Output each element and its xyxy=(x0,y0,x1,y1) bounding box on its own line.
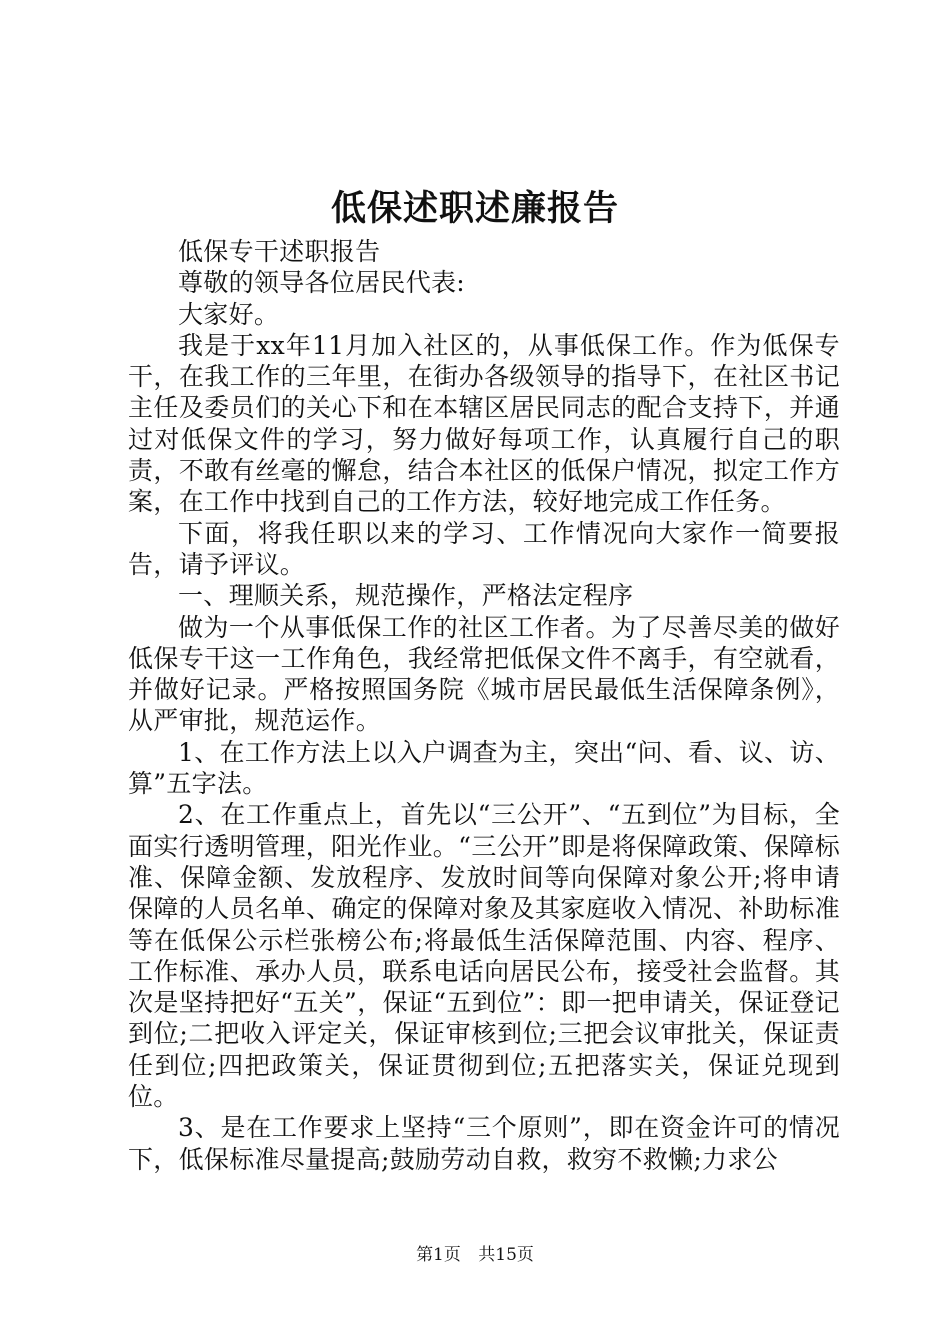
section-heading: 一、理顺关系，规范操作，严格法定程序 xyxy=(178,581,634,611)
page-footer xyxy=(0,1243,950,1267)
document-body xyxy=(128,236,840,1175)
document-paragraph: 我是于xx年11月加入社区的，从事低保工作。作为低保专干，在我工作的三年里，在街办各级领导的指导下，在社区书记主任及委员们的关心下和在本辖区居民同志的配合支持下，并通过对低保文件的学习，努力做好每项工作，认真履行自己的职责，不敢有丝毫的懈怠，结合本社区的低保户情况，拟定工作方案，在工作中找到自己的工作方法，较好地完成工作任务。 xyxy=(128,330,840,517)
document-paragraph: 下面，将我任职以来的学习、工作情况向大家作一简要报告，请予评议。 xyxy=(128,518,840,579)
document-paragraph: 尊敬的领导各位居民代表: xyxy=(178,268,466,298)
page-total: 共15页 xyxy=(478,1245,534,1265)
document-paragraph: 2、在工作重点上，首先以“三公开”、“五到位”为目标，全面实行透明管理，阳光作业。“三公开”即是将保障政策、保障标准、保障金额、发放程序、发放时间等向保障对象公开;将申请保障的人员名单、确定的保障对象及其家庭收入情况、补助标准等在低保公示栏张榜公布;将最低生活保障范围、内容、程序、工作标准、承办人员，联系电话向居民公布，接受社会监督。其次是坚持把好“五关”，保证“五到位”：即一把申请关，保证登记到位;二把收入评定关，保证审核到位;三把会议审批关，保证责任到位;四把政策关，保证贯彻到位;五把落实关，保证兑现到位。 xyxy=(128,800,840,1112)
document-paragraph: 大家好。 xyxy=(178,299,280,329)
document-paragraph: 1、在工作方法上以入户调查为主，突出“问、看、议、访、算”五字法。 xyxy=(128,737,840,799)
document-title: 低保述职述廉报告 xyxy=(330,189,619,229)
document-paragraph: 3、是在工作要求上坚持“三个原则”，即在资金许可的情况下，低保标准尽量提高;鼓励劳动自救，救穷不救懒;力求公 xyxy=(128,1113,840,1174)
document-paragraph: 做为一个从事低保工作的社区工作者。为了尽善尽美的做好低保专干这一工作角色，我经常把低保文件不离手，有空就看，并做好记录。严格按照国务院《城市居民最低生活保障条例》，从严审批，规范运作。 xyxy=(128,612,840,736)
page-number: 第1页 xyxy=(416,1245,461,1265)
document-paragraph: 低保专干述职报告 xyxy=(178,237,381,266)
